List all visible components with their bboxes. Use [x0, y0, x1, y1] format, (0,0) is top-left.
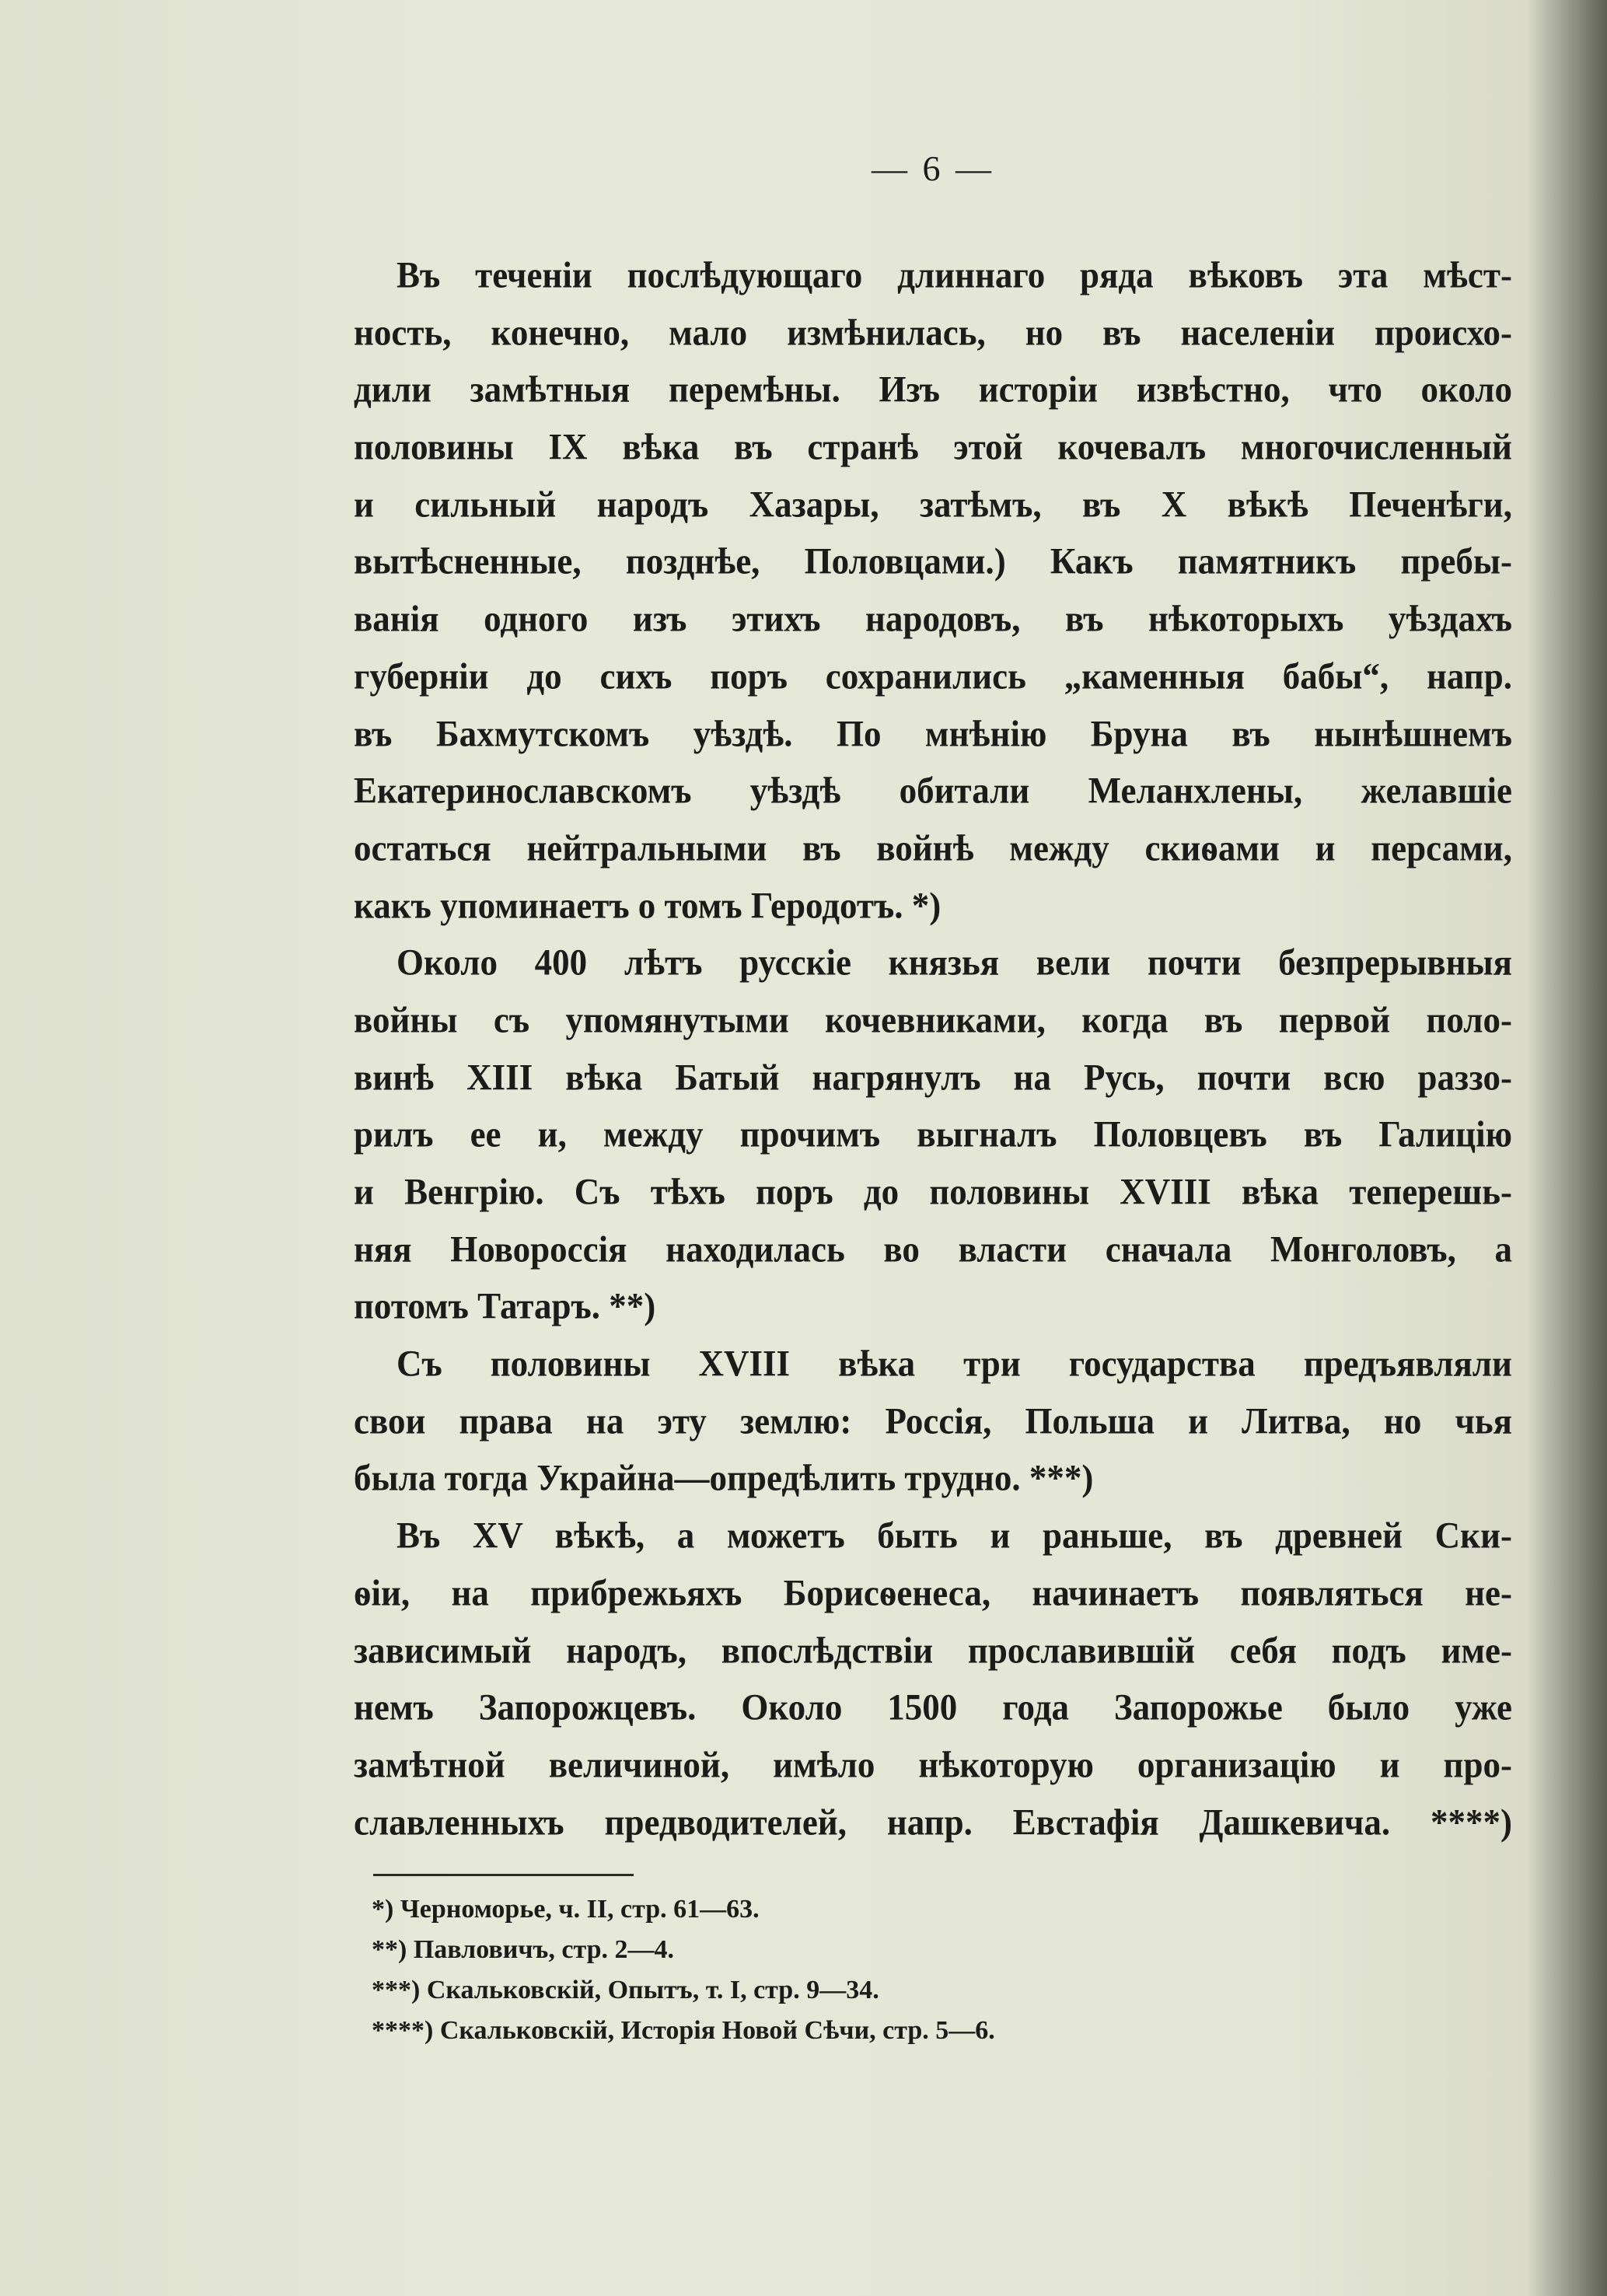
body-text — [354, 247, 1512, 1851]
text-line: славленныхъ предводителей, напр. Евстафія Дашкевича. ****) — [354, 1802, 1512, 1843]
text-line: дили замѣтныя перемѣны. Изъ исторіи извѣстно, что около — [354, 369, 1512, 411]
text-line: вытѣсненные, позднѣе, Половцами.) Какъ памятникъ пребы- — [354, 541, 1512, 582]
text-line: ванія одного изъ этихъ народовъ, въ нѣкоторыхъ уѣздахъ — [354, 598, 1512, 640]
footnote: **) Павловичъ, стр. 2—4. — [372, 1935, 674, 1964]
text-line: остаться нейтральными въ войнѣ между скиѳами и персами, — [354, 827, 1512, 869]
text-line: замѣтной величиной, имѣло нѣкоторую организацію и про- — [354, 1744, 1512, 1786]
paragraph — [354, 247, 1512, 935]
text-line: няя Новороссія находилась во власти сначала Монголовъ, а — [354, 1228, 1512, 1270]
text-line: и сильный народъ Хазары, затѣмъ, въ X вѣкѣ Печенѣги, — [354, 484, 1512, 525]
footnote-separator — [373, 1874, 634, 1876]
text-line: Въ теченіи послѣдующаго длиннаго ряда вѣковъ эта мѣст- — [397, 254, 1512, 296]
text-line: свои права на эту землю: Россія, Польша и Литва, но чья — [354, 1400, 1512, 1442]
text-line: ность, конечно, мало измѣнилась, но въ населеніи происхо- — [354, 312, 1512, 353]
text-line: въ Бахмутскомъ уѣздѣ. По мнѣнію Бруна въ нынѣшнемъ — [354, 713, 1512, 754]
text-line: зависимый народъ, впослѣдствіи прославившій себя подъ име- — [354, 1630, 1512, 1671]
text-line: войны съ упомянутыми кочевниками, когда въ первой поло- — [354, 999, 1512, 1041]
text-line: какъ упоминаетъ о томъ Геродотъ. *) — [354, 885, 941, 926]
paragraph — [354, 935, 1512, 1336]
page-number: — 6 — — [872, 149, 994, 188]
text-line: половины IX вѣка въ странѣ этой кочевалъ многочисленный — [354, 426, 1512, 468]
text-line: и Венгрію. Съ тѣхъ поръ до половины XVIII вѣка теперешь- — [354, 1171, 1512, 1213]
text-line: Екатеринославскомъ уѣздѣ обитали Меланхлены, желавшіе — [354, 770, 1512, 812]
text-line: Въ XV вѣкѣ, а можетъ быть и раньше, въ древней Ски- — [397, 1515, 1512, 1557]
paragraph — [354, 1336, 1512, 1508]
text-line: ѳіи, на прибрежьяхъ Борисѳенеса, начинаетъ появляться не- — [354, 1572, 1512, 1614]
footnotes — [372, 1889, 995, 2051]
text-line: Около 400 лѣтъ русскіе князья вели почти безпрерывныя — [397, 942, 1512, 984]
text-line: потомъ Татаръ. **) — [354, 1286, 656, 1327]
text-line: губерніи до сихъ поръ сохранились „каменныя бабы“, напр. — [354, 655, 1512, 697]
text-line: Съ половины XVIII вѣка три государства предъявляли — [397, 1343, 1512, 1385]
text-line: винѣ XIII вѣка Батый нагрянулъ на Русь, почти всю раззо- — [354, 1057, 1512, 1098]
text-line: немъ Запорожцевъ. Около 1500 года Запорожье было уже — [354, 1686, 1512, 1728]
paragraph — [354, 1508, 1512, 1851]
text-line: рилъ ее и, между прочимъ выгналъ Половцевъ въ Галицію — [354, 1114, 1512, 1155]
text-line: была тогда Украйна—опредѣлить трудно. ***) — [354, 1458, 1094, 1499]
footnote: ***) Скальковскій, Опытъ, т. I, стр. 9—34. — [372, 1976, 879, 2004]
footnote: ****) Скальковскій, Исторія Новой Сѣчи, стр. 5—6. — [372, 2016, 995, 2045]
footnote: *) Черноморье, ч. II, стр. 61—63. — [372, 1895, 760, 1924]
